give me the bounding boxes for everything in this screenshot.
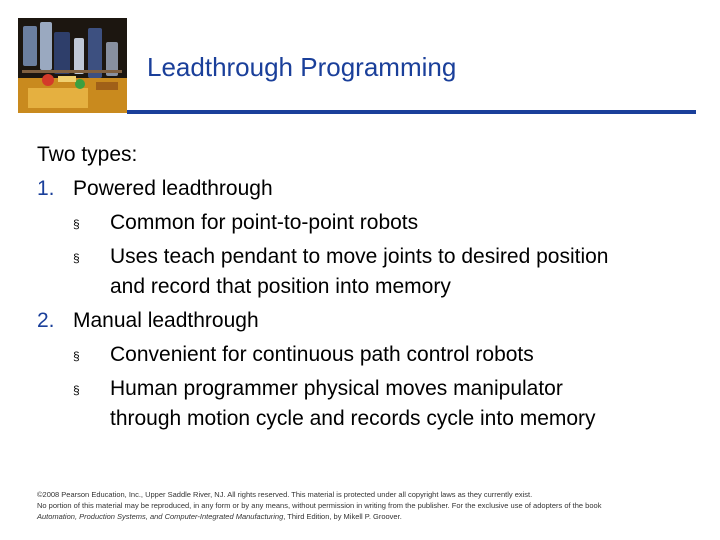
copyright-footer — [37, 489, 697, 522]
book-edition: , Third Edition, by Mikell P. Groover. — [283, 512, 402, 521]
footer-line-2: No portion of this material may be reproduced, in any form or by any means, without permission in writing from the publisher. For the exclusive use of adopters of the book — [37, 501, 602, 510]
bullet-item — [37, 372, 697, 406]
bullet-marker: § — [73, 383, 80, 397]
footer-line-1: ©2008 Pearson Education, Inc., Upper Saddle River, NJ. All rights reserved. This material is protected under all copyright laws as they currently exist. — [37, 490, 533, 499]
list-item — [37, 304, 697, 338]
bullet-text: Convenient for continuous path control robots — [110, 343, 534, 366]
intro-text: Two types: — [37, 143, 138, 166]
list-item — [37, 172, 697, 206]
bullet-text: Common for point-to-point robots — [110, 211, 419, 234]
bullet-marker: § — [73, 251, 80, 265]
list-item-label: Powered leadthrough — [73, 177, 273, 200]
bullet-continuation: and record that position into memory — [110, 275, 451, 298]
list-number: 2. — [37, 309, 55, 332]
bullet-item — [37, 206, 697, 240]
footer-line-3 — [37, 511, 697, 522]
electronics-photo-icon — [18, 18, 127, 113]
bullet-marker: § — [73, 349, 80, 363]
slide-title: Leadthrough Programming — [147, 52, 457, 82]
bullet-text: Human programmer physical moves manipulator — [110, 377, 563, 400]
list-item-label: Manual leadthrough — [73, 309, 259, 332]
bullet-marker: § — [73, 217, 80, 231]
bullet-item — [37, 338, 697, 372]
bullet-text: Uses teach pendant to move joints to desired position — [110, 245, 609, 268]
header-photo — [18, 18, 127, 113]
book-title: Automation, Production Systems, and Computer-Integrated Manufacturing — [37, 512, 284, 521]
title-divider — [127, 110, 696, 114]
bullet-continuation: through motion cycle and records cycle into memory — [110, 407, 596, 430]
bullet-item — [37, 240, 697, 274]
slide-body — [37, 138, 697, 436]
list-number: 1. — [37, 177, 55, 200]
